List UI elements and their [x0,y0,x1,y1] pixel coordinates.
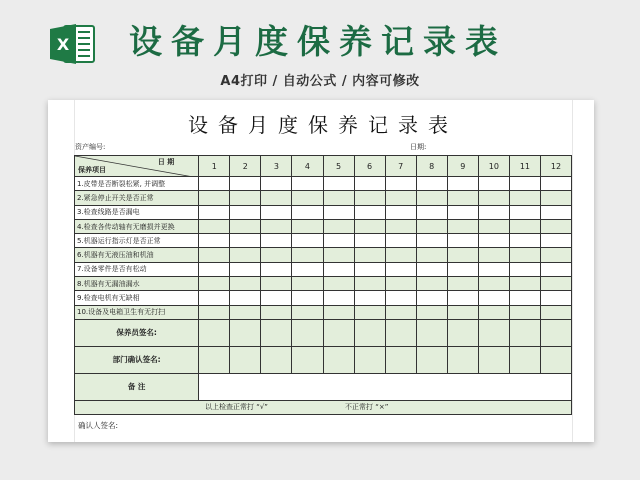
check-cell[interactable] [230,262,261,276]
check-cell[interactable] [478,191,509,205]
check-cell[interactable] [540,234,571,248]
check-cell[interactable] [199,234,230,248]
header-row [75,156,572,177]
maintenance-item: 1.皮带是否断裂松紧, 并调整 [75,177,199,191]
maintenance-item: 5.机器运行指示灯是否正常 [75,234,199,248]
note-normal: 以上检查正常打 “√” [205,402,268,411]
check-cell[interactable] [354,319,385,346]
check-cell[interactable] [323,346,354,373]
check-cell[interactable] [478,205,509,219]
check-cell[interactable] [261,191,292,205]
check-cell[interactable] [540,205,571,219]
check-cell[interactable] [323,219,354,233]
date-label: 日期: [410,143,427,151]
check-cell[interactable] [478,248,509,262]
check-cell[interactable] [447,346,478,373]
month-header: 12 [540,156,571,177]
check-cell[interactable] [540,177,571,191]
table-row [75,262,572,276]
check-cell[interactable] [199,191,230,205]
department-signature-label: 部门确认签名: [75,346,199,373]
check-cell[interactable] [230,248,261,262]
note-row [75,400,572,414]
check-cell[interactable] [323,305,354,319]
check-cell[interactable] [416,346,447,373]
maintainer-signature-row [75,319,572,346]
check-cell[interactable] [509,177,540,191]
check-cell[interactable] [478,219,509,233]
check-cell[interactable] [261,305,292,319]
check-cell[interactable] [199,219,230,233]
table-row [75,234,572,248]
check-cell[interactable] [323,277,354,291]
check-cell[interactable] [385,191,416,205]
check-cell[interactable] [292,346,323,373]
check-cell[interactable] [540,277,571,291]
check-cell[interactable] [416,234,447,248]
check-cell[interactable] [385,305,416,319]
check-cell[interactable] [385,205,416,219]
check-cell[interactable] [230,291,261,305]
check-cell[interactable] [292,205,323,219]
table-row [75,277,572,291]
check-cell[interactable] [261,262,292,276]
check-cell[interactable] [447,191,478,205]
month-header: 8 [416,156,447,177]
check-cell[interactable] [323,205,354,219]
check-cell[interactable] [540,248,571,262]
check-cell[interactable] [199,177,230,191]
check-cell[interactable] [509,319,540,346]
check-cell[interactable] [385,234,416,248]
month-header: 10 [478,156,509,177]
check-cell[interactable] [354,277,385,291]
check-cell[interactable] [261,319,292,346]
month-header: 3 [261,156,292,177]
check-cell[interactable] [509,219,540,233]
month-header: 4 [292,156,323,177]
month-header: 2 [230,156,261,177]
check-cell[interactable] [261,219,292,233]
maintenance-item: 6.机器有无液压油和机油 [75,248,199,262]
maintenance-item: 2.紧急停止开关是否正常 [75,191,199,205]
check-cell[interactable] [230,205,261,219]
table-row [75,191,572,205]
check-cell[interactable] [447,291,478,305]
check-cell[interactable] [385,177,416,191]
check-cell[interactable] [230,305,261,319]
maintenance-item: 3.检查线路是否漏电 [75,205,199,219]
banner [0,0,640,95]
check-cell[interactable] [478,319,509,346]
check-cell[interactable] [416,319,447,346]
check-cell[interactable] [261,177,292,191]
check-cell[interactable] [354,262,385,276]
check-cell[interactable] [199,262,230,276]
check-cell[interactable] [509,191,540,205]
check-cell[interactable] [509,248,540,262]
check-cell[interactable] [509,277,540,291]
check-cell[interactable] [509,262,540,276]
check-cell[interactable] [540,319,571,346]
check-cell[interactable] [416,177,447,191]
table-row [75,219,572,233]
check-cell[interactable] [292,277,323,291]
remark-field[interactable] [199,373,572,400]
check-cell[interactable] [416,219,447,233]
check-cell[interactable] [509,205,540,219]
check-cell[interactable] [199,205,230,219]
svg-text:X: X [56,35,70,54]
check-cell[interactable] [230,219,261,233]
check-cell[interactable] [478,234,509,248]
check-cell[interactable] [478,305,509,319]
check-cell[interactable] [199,291,230,305]
check-cell[interactable] [323,262,354,276]
month-header: 5 [323,156,354,177]
check-cell[interactable] [385,319,416,346]
excel-icon [48,22,98,66]
header-diagonal-cell [75,156,199,177]
check-cell[interactable] [447,234,478,248]
check-cell[interactable] [323,191,354,205]
check-cell[interactable] [385,248,416,262]
header-item-label: 保养项目 [78,166,106,174]
maintenance-item: 9.检查电机有无缺相 [75,291,199,305]
check-cell[interactable] [447,319,478,346]
check-cell[interactable] [354,191,385,205]
check-cell[interactable] [230,277,261,291]
check-cell[interactable] [354,305,385,319]
table-row [75,248,572,262]
check-cell[interactable] [416,277,447,291]
remark-label: 备 注 [75,373,199,400]
check-cell[interactable] [354,205,385,219]
note-cell [75,400,572,414]
check-cell[interactable] [354,291,385,305]
check-cell[interactable] [323,234,354,248]
check-cell[interactable] [447,248,478,262]
check-cell[interactable] [199,346,230,373]
maintainer-signature-label: 保养员签名: [75,319,199,346]
check-cell[interactable] [478,291,509,305]
check-cell[interactable] [292,177,323,191]
check-cell[interactable] [261,277,292,291]
check-cell[interactable] [447,177,478,191]
check-cell[interactable] [261,205,292,219]
header-date-label: 日 期 [157,158,175,166]
check-cell[interactable] [478,262,509,276]
sheet-title: 设备月度保养记录表 [188,113,458,137]
check-cell[interactable] [416,191,447,205]
check-cell[interactable] [478,277,509,291]
check-cell[interactable] [354,219,385,233]
check-cell[interactable] [447,205,478,219]
check-cell[interactable] [447,262,478,276]
check-cell[interactable] [478,177,509,191]
maintenance-table [74,155,572,415]
confirm-signature-label: 确认人签名: [78,421,119,430]
check-cell[interactable] [540,305,571,319]
check-cell[interactable] [292,305,323,319]
check-cell[interactable] [323,177,354,191]
check-cell[interactable] [540,219,571,233]
maintenance-item: 4.检查各传动轴有无磨损并更换 [75,219,199,233]
check-cell[interactable] [230,234,261,248]
check-cell[interactable] [323,291,354,305]
maintenance-item: 10.设备及电箱卫生有无打扫 [75,305,199,319]
check-cell[interactable] [540,262,571,276]
month-header: 1 [199,156,230,177]
check-cell[interactable] [199,277,230,291]
check-cell[interactable] [292,291,323,305]
check-cell[interactable] [509,346,540,373]
check-cell[interactable] [354,346,385,373]
check-cell[interactable] [323,319,354,346]
check-cell[interactable] [292,262,323,276]
check-cell[interactable] [540,291,571,305]
month-header: 6 [354,156,385,177]
table-row [75,305,572,319]
page-title: 设备月度保养记录表 [129,22,507,61]
check-cell[interactable] [261,291,292,305]
asset-number-label: 资产编号: [75,143,106,151]
maintenance-item: 7.设备零件是否有松动 [75,262,199,276]
check-cell[interactable] [447,219,478,233]
check-cell[interactable] [261,248,292,262]
month-header: 7 [385,156,416,177]
table-row [75,205,572,219]
check-cell[interactable] [354,177,385,191]
month-header: 11 [509,156,540,177]
table-row [75,177,572,191]
check-cell[interactable] [509,234,540,248]
check-cell[interactable] [323,248,354,262]
check-cell[interactable] [447,305,478,319]
check-cell[interactable] [261,234,292,248]
check-cell[interactable] [416,262,447,276]
check-cell[interactable] [385,291,416,305]
check-cell[interactable] [540,191,571,205]
check-cell[interactable] [416,205,447,219]
table-row [75,291,572,305]
check-cell[interactable] [416,305,447,319]
check-cell[interactable] [230,177,261,191]
check-cell[interactable] [447,277,478,291]
check-cell[interactable] [199,248,230,262]
check-cell[interactable] [261,346,292,373]
check-cell[interactable] [292,234,323,248]
check-cell[interactable] [354,248,385,262]
check-cell[interactable] [509,305,540,319]
check-cell[interactable] [292,219,323,233]
month-header: 9 [447,156,478,177]
check-cell[interactable] [292,319,323,346]
maintenance-item: 8.机器有无漏油漏水 [75,277,199,291]
check-cell[interactable] [199,319,230,346]
check-cell[interactable] [385,277,416,291]
spreadsheet-preview [48,100,594,442]
page-subtitle: A4打印 / 自动公式 / 内容可修改 [220,74,420,89]
check-cell[interactable] [478,346,509,373]
department-signature-row [75,346,572,373]
note-abnormal: 不正常打 “×” [345,402,389,411]
check-cell[interactable] [385,262,416,276]
check-cell[interactable] [354,234,385,248]
check-cell[interactable] [292,248,323,262]
check-cell[interactable] [416,248,447,262]
check-cell[interactable] [230,319,261,346]
remark-row [75,373,572,400]
check-cell[interactable] [540,346,571,373]
check-cell[interactable] [230,191,261,205]
check-cell[interactable] [292,191,323,205]
check-cell[interactable] [385,219,416,233]
check-cell[interactable] [509,291,540,305]
check-cell[interactable] [416,291,447,305]
check-cell[interactable] [199,305,230,319]
check-cell[interactable] [385,346,416,373]
check-cell[interactable] [230,346,261,373]
